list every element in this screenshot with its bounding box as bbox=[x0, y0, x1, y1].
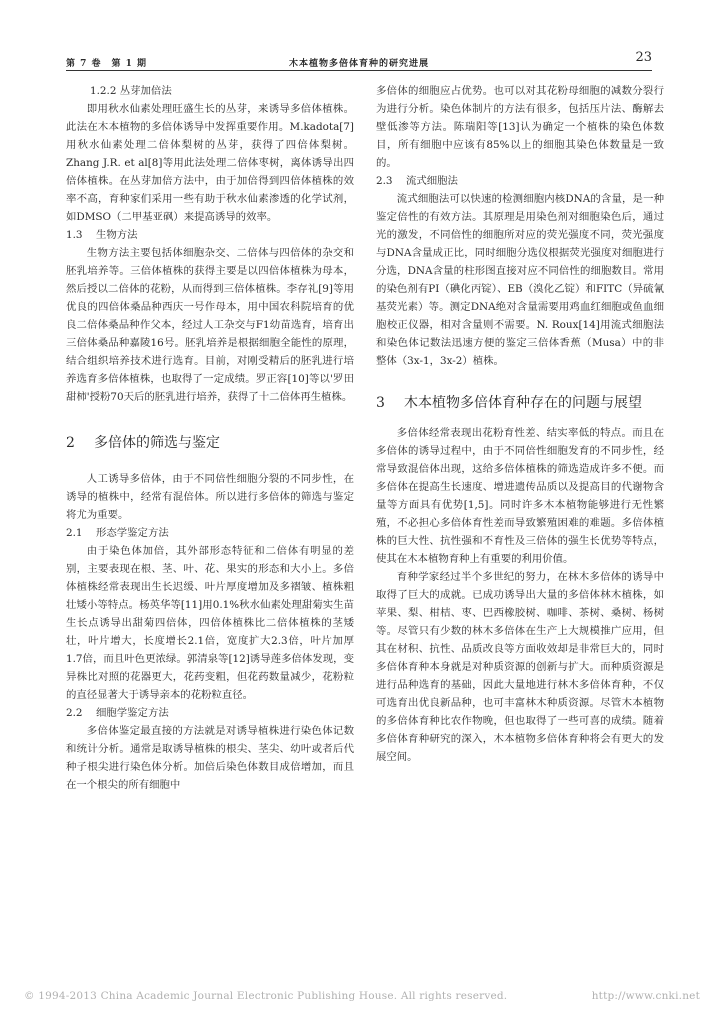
section-3-heading bbox=[376, 392, 664, 414]
section-1-3-heading bbox=[66, 226, 354, 244]
paragraph: 生物方法主要包括体细胞杂交、二倍体与四倍体的杂交和胚乳培养等。三倍体植株的获得主要是以四倍体植株为母本，然后授以二倍体的花粉，从而得到三倍体植株。李存礼[9]等用优良的四倍体桑品种西庆一号作母本，用中国农科院培育的优良二倍体桑品种作父本，经过人工杂交与F1幼苗选育，培育出三倍体桑品种嘉陵16号。胚乳培养是根据细胞全能性的原理，结合组织培养技术进行选育。目前，对刚受精后的胚乳进行培养选育多倍体植株，也取得了一定成绩。罗正容[10]等以'罗田甜柿'授粉70天后的胚乳进行培养，获得了十二倍体再生植株。 bbox=[66, 247, 354, 403]
copyright-footer bbox=[24, 990, 700, 1002]
section-title: 形态学鉴定方法 bbox=[96, 527, 169, 539]
section-number: 1.2.2 bbox=[90, 85, 117, 97]
paragraph: 多倍体鉴定最直接的方法就是对诱导植株进行染色体记数和统计分析。通常是取诱导植株的根尖、茎尖、幼叶或者后代种子根尖进行染色体分析。加倍后染色体数目成倍增加，而且在一个根尖的所有细胞中 bbox=[66, 725, 354, 791]
section-2-1-heading bbox=[66, 524, 354, 542]
page-number: 23 bbox=[635, 50, 652, 65]
paragraph: 育种学家经过半个多世纪的努力，在林木多倍体的诱导中取得了巨大的成就。已成功诱导出大量的多倍体林木植株，如苹果、梨、柑桔、枣、巴西橡胶树、咖啡、茶树、桑树、杨树等。尽管只有少数的林木多倍体在生产上大规模推广应用，但其在材积、抗性、品质改良等方面收效却是非常巨大的，同时多倍体育种本身就是对种质资源的创新与扩大。而种质资源是进行品种选育的基础，因此大量地进行林木多倍体育种，不仅可选育出优良新品种，也可丰富林木种质资源。尽管木本植物的多倍体育种比农作物晚，但也取得了一些可喜的成绩。随着多倍体育种研究的深入，木本植物多倍体育种将会有更大的发展空间。 bbox=[376, 571, 664, 763]
paragraph: 即用秋水仙素处理旺盛生长的丛芽，来诱导多倍体植株。此法在木本植物的多倍体诱导中发挥重要作用。M.kadota[7]用秋水仙素处理二倍体梨树的丛芽，获得了四倍体梨树。Zhang J.R. et al[8]等用此法处理二倍体枣树，离体诱导出四倍体植株。在丛芽加倍方法中，由于加倍得到四倍体植株的效率不高，育种家们采用一些有助于秋水仙素渗透的化学试剂，如DMSO（二甲基亚砜）来提高诱导的效率。 bbox=[66, 103, 354, 223]
section-title: 细胞学鉴定方法 bbox=[96, 707, 169, 719]
section-number: 2.1 bbox=[66, 527, 83, 539]
section-title: 丛芽加倍法 bbox=[119, 85, 172, 97]
running-title: 木本植物多倍体育种的研究进展 bbox=[288, 59, 429, 69]
left-column bbox=[66, 82, 354, 794]
section-number: 3 bbox=[376, 395, 385, 411]
running-header bbox=[66, 50, 652, 71]
journal-volume: 第 7 卷 第 1 期 bbox=[66, 59, 148, 69]
section-number: 2.3 bbox=[376, 175, 393, 187]
section-title: 木本植物多倍体育种存在的问题与展望 bbox=[404, 395, 642, 411]
section-2-3-heading bbox=[376, 172, 664, 190]
section-2-heading bbox=[66, 432, 354, 454]
section-2-2-heading bbox=[66, 704, 354, 722]
right-column bbox=[376, 82, 664, 766]
section-1-2-2-heading bbox=[66, 82, 354, 100]
section-number: 2.2 bbox=[66, 707, 83, 719]
paragraph: 多倍体经常表现出花粉育性差、结实率低的特点。而且在多倍体的诱导过程中，由于不同倍性细胞发育的不同步性，经常导致混倍体出现，这给多倍体植株的筛选造成许多不便。而多倍体在提高生长速度、增进遗传品质以及提高目的代谢物含量等方面具有优势[1,5]。同时许多木本植物能够进行无性繁殖，不必担心多倍体育性差而导致繁殖困难的难题。多倍体植株的巨大性、抗性强和不育性及三倍体的强生长优势等特点，使其在木本植物育种上有重要的利用价值。 bbox=[376, 427, 664, 565]
paragraph: 人工诱导多倍体，由于不同倍性细胞分裂的不同步性，在诱导的植株中，经常有混倍体。所以进行多倍体的筛选与鉴定将尤为重要。 bbox=[66, 473, 354, 521]
paragraph: 由于染色体加倍，其外部形态特征和二倍体有明显的差别，主要表现在根、茎、叶、花、果实的形态和大小上。多倍体植株经常表现出生长迟缓、叶片厚度增加及多褶皱、植株粗壮矮小等特点。杨英华等[11]用0.1%秋水仙素处理甜菊实生苗生长点诱导出甜菊四倍体，四倍体植株比二倍体植株的茎矮壮，叶片增大，长度增长2.1倍，宽度扩大2.3倍，叶片加厚1.7倍，而且叶色更浓绿。郭清泉等[12]诱导莲多倍体发现，变异株比对照的花器更大，花药变粗，但花药数量减少，花粉粒的直径显著大于诱导亲本的花粉粒直径。 bbox=[66, 545, 354, 701]
footer-url: http://www.cnki.net bbox=[591, 990, 700, 1002]
section-number: 1.3 bbox=[66, 229, 83, 241]
section-title: 生物方法 bbox=[96, 229, 138, 241]
section-title: 多倍体的筛选与鉴定 bbox=[94, 435, 220, 451]
paragraph: 流式细胞法可以快速的检测细胞内核DNA的含量，是一种鉴定倍性的有效方法。其原理是用染色剂对细胞染色后，通过光的激发，不同倍性的细胞所对应的荧光强度不同，荧光强度与DNA含量成正比，同时细胞分选仪根据荧光强度对细胞进行分选，DNA含量的柱形图直接对应不同倍性的细胞数目。常用的染色剂有PI（碘化丙锭）、EB（溴化乙锭）和FITC（异硫氰基荧光素）等。测定DNA绝对含量需要用鸡血红细胞或鱼血细胞校正仪器，相对含量则不需要。N. Roux[14]用流式细胞法和染色体记数法迅速方便的鉴定三倍体香蕉（Musa）中的非整体（3x-1，3x-2）植株。 bbox=[376, 193, 664, 367]
copyright-text: © 1994-2013 China Academic Journal Electronic Publishing House. All rights reserved. bbox=[24, 990, 508, 1002]
section-number: 2 bbox=[66, 435, 75, 451]
paragraph: 多倍体的细胞应占优势。也可以对其花粉母细胞的减数分裂行为进行分析。染色体制片的方法有很多，包括压片法、酶解去壁低渗等方法。陈瑞阳等[13]认为确定一个植株的染色体数目，所有细胞中应该有85%以上的细胞其染色体数量是一致的。 bbox=[376, 85, 664, 169]
section-title: 流式细胞法 bbox=[406, 175, 458, 187]
